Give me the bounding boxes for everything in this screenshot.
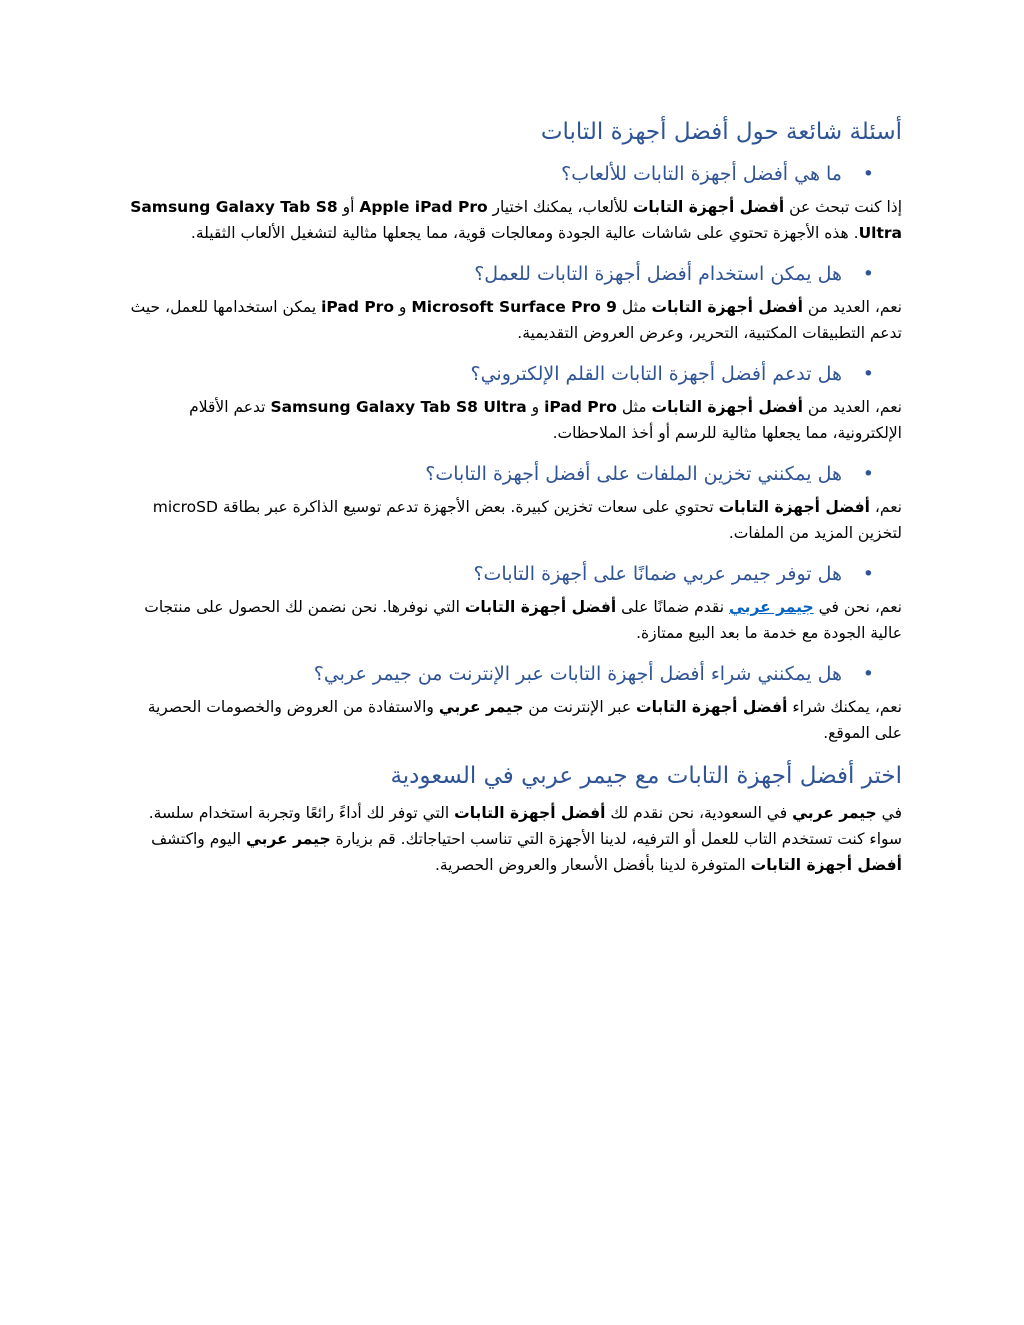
bullet-icon: • <box>862 463 874 485</box>
answer-text: إذا كنت تبحث عن <box>784 198 902 216</box>
question-text: هل توفر جيمر عربي ضمانًا على أجهزة التابات؟ <box>473 563 842 585</box>
answer-text: يمكن استخدامها للعمل، حيث تدعم التطبيقات المكتبية، التحرير، وعرض العروض التقديمية. <box>130 298 902 342</box>
question-text: هل يمكنني شراء أفضل أجهزة التابات عبر الإنترنت من جيمر عربي؟ <box>313 663 842 685</box>
faq-question-pen <box>121 360 902 388</box>
keyword-bold: أفضل أجهزة التابات <box>651 398 803 416</box>
answer-text: أو <box>337 198 360 216</box>
faq-answer-games <box>121 194 902 246</box>
faq-question-work <box>121 260 902 288</box>
paragraph-text: في السعودية، نحن نقدم لك <box>605 804 793 822</box>
keyword-bold: أفضل أجهزة التابات <box>636 698 788 716</box>
answer-text: نعم، يمكنك شراء <box>787 698 902 716</box>
product-name: Microsoft Surface Pro 9 <box>411 298 617 316</box>
answer-text: للألعاب، يمكنك اختيار <box>487 198 633 216</box>
faq-question-games <box>121 160 902 188</box>
keyword-bold: أفضل أجهزة التابات <box>632 198 785 216</box>
bullet-icon: • <box>862 163 874 185</box>
keyword-bold: أفضل أجهزة التابات <box>750 856 902 874</box>
answer-text: نعم، <box>869 498 902 516</box>
paragraph-text: التي توفر لك أداءً رائعًا وتجربة استخدام سلسة. سواء كنت تستخدم التاب للعمل أو الترفيه، لدينا الأجهزة التي تناسب احتياجاتك. قم بزيارة <box>148 804 902 848</box>
bullet-icon: • <box>862 363 874 385</box>
product-name: Samsung Galaxy Tab S8 Ultra <box>270 398 527 416</box>
answer-text: نعم، العديد من <box>802 298 902 316</box>
faq-answer-work <box>121 294 902 346</box>
answer-text: نعم، نحن في <box>813 598 902 616</box>
product-name: iPad Pro <box>544 398 617 416</box>
section-paragraph <box>121 800 902 878</box>
answer-text: تدعم الأقلام الإلكترونية، مما يجعلها مثالية للرسم أو أخذ الملاحظات. <box>189 398 902 442</box>
product-name: Apple iPad Pro <box>359 198 488 216</box>
faq-question-storage <box>121 460 902 488</box>
keyword-bold: أفضل أجهزة التابات <box>454 804 606 822</box>
answer-text: تحتوي على سعات تخزين كبيرة. بعض الأجهزة تدعم توسيع الذاكرة عبر بطاقة microSD لتخزين المزيد من الملفات. <box>152 498 902 542</box>
bullet-icon: • <box>862 563 874 585</box>
answer-text: نعم، العديد من <box>802 398 902 416</box>
faq-answer-pen <box>121 394 902 446</box>
keyword-bold: أفضل أجهزة التابات <box>718 498 870 516</box>
keyword-bold: أفضل أجهزة التابات <box>464 598 617 616</box>
gamer-arabi-link[interactable]: جيمر عربي <box>728 598 814 616</box>
answer-text: والاستفادة من العروض والخصومات الحصرية على الموقع. <box>147 698 902 742</box>
answer-text: عبر الإنترنت من <box>523 698 637 716</box>
answer-text: مثل <box>616 398 652 416</box>
faq-answer-warranty <box>121 594 902 646</box>
answer-text: و <box>526 398 545 416</box>
paragraph-text: في <box>876 804 902 822</box>
question-text: هل يمكن استخدام أفضل أجهزة التابات للعمل؟ <box>474 263 842 285</box>
question-text: ما هي أفضل أجهزة التابات للألعاب؟ <box>561 163 842 185</box>
keyword-bold: أفضل أجهزة التابات <box>651 298 803 316</box>
paragraph-text: اليوم واكتشف <box>151 830 246 848</box>
answer-text: مثل <box>616 298 652 316</box>
product-name: Samsung Galaxy Tab S8 Ultra <box>130 198 902 242</box>
answer-text: و <box>393 298 412 316</box>
faq-question-warranty <box>121 560 902 588</box>
keyword-bold: جيمر عربي <box>245 830 331 848</box>
page-title: أسئلة شائعة حول أفضل أجهزة التابات <box>540 119 902 145</box>
question-text: هل يمكنني تخزين الملفات على أفضل أجهزة التابات؟ <box>425 463 842 485</box>
answer-text: التي نوفرها. نحن نضمن لك الحصول على منتجات عالية الجودة مع خدمة ما بعد البيع ممتازة. <box>144 598 902 642</box>
keyword-bold: جيمر عربي <box>792 804 877 822</box>
answer-text: . هذه الأجهزة تحتوي على شاشات عالية الجودة ومعالجات قوية، مما يجعلها مثالية لتشغيل الألعاب الثقيلة. <box>190 224 859 242</box>
question-text: هل تدعم أفضل أجهزة التابات القلم الإلكتروني؟ <box>470 363 842 385</box>
paragraph-text: المتوفرة لدينا بأفضل الأسعار والعروض الحصرية. <box>434 856 751 874</box>
faq-answer-online <box>121 694 902 746</box>
document-page <box>121 112 902 892</box>
section-title: اختر أفضل أجهزة التابات مع جيمر عربي في السعودية <box>390 763 902 789</box>
faq-answer-storage <box>121 494 902 546</box>
faq-question-online <box>121 660 902 688</box>
bullet-icon: • <box>862 663 874 685</box>
keyword-bold: جيمر عربي <box>438 698 524 716</box>
answer-text: نقدم ضمانًا على <box>616 598 729 616</box>
product-name: iPad Pro <box>321 298 394 316</box>
bullet-icon: • <box>862 263 874 285</box>
